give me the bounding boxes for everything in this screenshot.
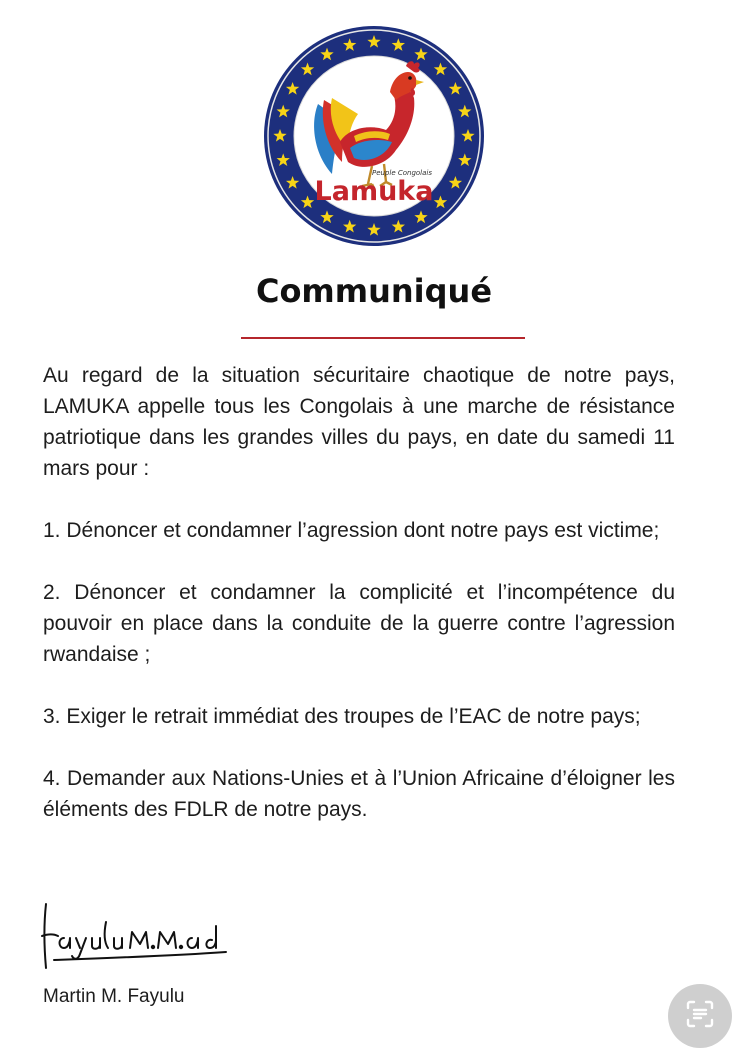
page-title: Communiqué bbox=[255, 272, 493, 310]
list-item: 4. Demander aux Nations-Unies et à l’Union Africaine d’éloigner les éléments des FDLR de notre pays. bbox=[43, 767, 675, 821]
text-scan-button[interactable] bbox=[668, 984, 732, 1048]
communique-body bbox=[43, 360, 675, 825]
list-item: 3. Exiger le retrait immédiat des troupes de l’EAC de notre pays; bbox=[43, 705, 641, 728]
lamuka-logo bbox=[262, 24, 486, 248]
signatory-name: Martin M. Fayulu bbox=[43, 986, 185, 1007]
list-item: 1. Dénoncer et condamner l’agression dont notre pays est victime; bbox=[43, 519, 660, 542]
title-divider bbox=[241, 337, 525, 339]
logo-tagline: Peuple Congolais bbox=[371, 169, 433, 177]
handwritten-signature bbox=[40, 902, 230, 976]
intro-paragraph: Au regard de la situation sécuritaire chaotique de notre pays, LAMUKA appelle tous les Congolais à une marche de résistance patriotique dans les grandes villes du pays, en date du samedi 11 mars pour : bbox=[43, 364, 675, 480]
list-item: 2. Dénoncer et condamner la complicité et l’incompétence du pouvoir en place dans la conduite de la guerre contre l’agression rwandaise ; bbox=[43, 581, 675, 666]
logo-wordmark: Lamuka bbox=[314, 176, 434, 207]
